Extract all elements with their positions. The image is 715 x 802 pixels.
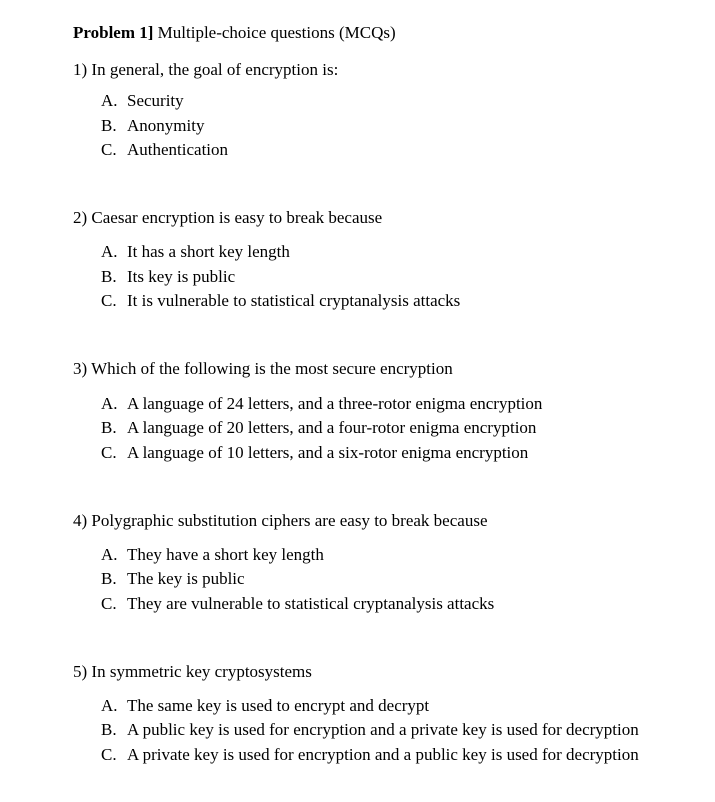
option-text: Security (127, 91, 184, 110)
question-4: 4) Polygraphic substitution ciphers are easy to break because (73, 511, 488, 530)
question-1: 1) In general, the goal of encryption is: (73, 60, 339, 79)
question-2-option-b (101, 268, 235, 285)
problem-header (73, 24, 396, 41)
option-text: It has a short key length (127, 242, 290, 261)
question-5-option-b (101, 721, 639, 738)
problem-title: Multiple-choice questions (MCQs) (157, 23, 396, 42)
question-3: 3) Which of the following is the most secure encryption (73, 359, 453, 378)
problem-label: Problem 1] (73, 23, 154, 42)
question-1-option-c (101, 141, 228, 158)
question-4-option-a (101, 546, 324, 563)
question-1-option-b (101, 117, 204, 134)
option-text: A public key is used for encryption and a private key is used for decryption (127, 720, 639, 739)
question-4-option-c (101, 595, 494, 612)
option-letter: A. (101, 242, 118, 261)
question-1-option-a (101, 92, 184, 109)
question-3-option-a (101, 395, 542, 412)
option-letter: C. (101, 745, 117, 764)
option-letter: B. (101, 720, 117, 739)
option-text: Authentication (127, 140, 229, 159)
option-letter: B. (101, 569, 117, 588)
question-5: 5) In symmetric key cryptosystems (73, 662, 312, 681)
option-text: A language of 20 letters, and a four-rotor enigma encryption (127, 418, 537, 437)
option-text: A language of 10 letters, and a six-rotor enigma encryption (127, 443, 529, 462)
option-letter: A. (101, 91, 118, 110)
question-2-option-c (101, 292, 460, 309)
question-3-option-c (101, 444, 528, 461)
option-text: They are vulnerable to statistical cryptanalysis attacks (127, 594, 495, 613)
option-letter: C. (101, 594, 117, 613)
option-letter: B. (101, 418, 117, 437)
option-letter: A. (101, 394, 118, 413)
question-2-option-a (101, 243, 290, 260)
option-text: The key is public (127, 569, 245, 588)
option-text: They have a short key length (127, 545, 324, 564)
option-text: Its key is public (127, 267, 236, 286)
option-letter: B. (101, 267, 117, 286)
option-letter: C. (101, 443, 117, 462)
question-5-option-a (101, 697, 429, 714)
option-letter: C. (101, 291, 117, 310)
question-5-option-c (101, 746, 639, 763)
question-4-option-b (101, 570, 245, 587)
question-2: 2) Caesar encryption is easy to break because (73, 208, 383, 227)
option-text: A private key is used for encryption and a public key is used for decryption (127, 745, 639, 764)
option-letter: B. (101, 116, 117, 135)
option-letter: C. (101, 140, 117, 159)
option-text: Anonymity (127, 116, 205, 135)
option-text: It is vulnerable to statistical cryptanalysis attacks (127, 291, 461, 310)
option-letter: A. (101, 545, 118, 564)
option-text: The same key is used to encrypt and decrypt (127, 696, 430, 715)
option-text: A language of 24 letters, and a three-rotor enigma encryption (127, 394, 543, 413)
option-letter: A. (101, 696, 118, 715)
question-3-option-b (101, 419, 536, 436)
